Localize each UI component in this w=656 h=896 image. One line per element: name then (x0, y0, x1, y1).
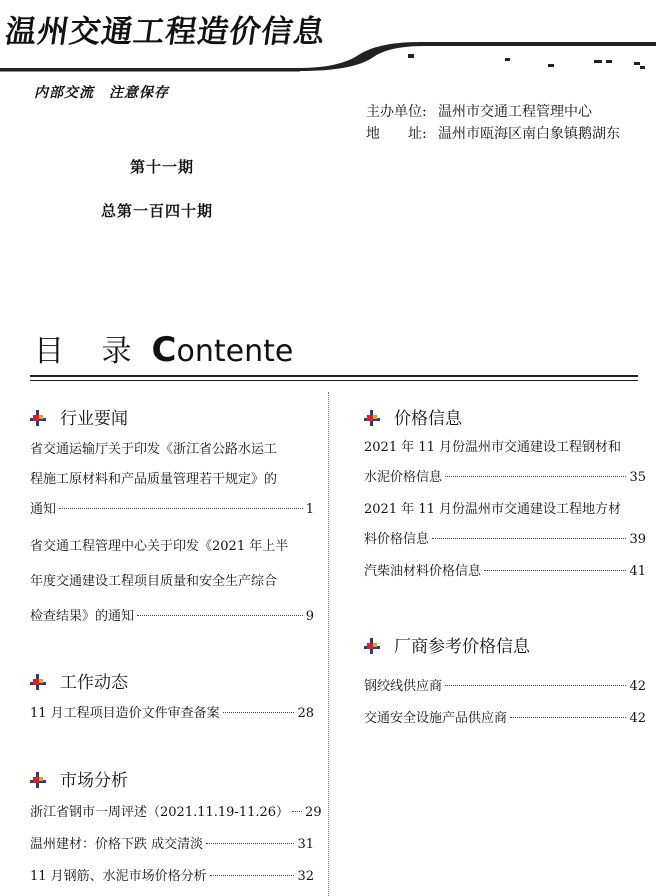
section-heading (30, 668, 314, 693)
toc-entry[interactable] (30, 797, 322, 829)
toc-entry-text: 温州建材：价格下跌 成交清淡 (30, 837, 204, 852)
section-title: 厂商参考价格信息 (394, 637, 530, 657)
section-title: 行业要闻 (60, 409, 128, 429)
contents-heading-en (151, 330, 294, 370)
toc-entry-text: 钢绞线供应商 (364, 679, 443, 694)
toc-leader (510, 717, 626, 718)
sponsor-org-row (366, 101, 620, 123)
toc-page-number: 28 (297, 706, 314, 721)
sponsor-address-value: 温州市瓯海区南白象镇鹅湖东 (438, 126, 620, 142)
toc-entry[interactable] (364, 433, 646, 493)
toc-entry-text: 交通安全设施产品供应商 (364, 711, 508, 726)
cross-marker-icon (364, 638, 380, 654)
masthead-title: 温州交通工程造价信息 (2, 14, 329, 50)
toc-entry[interactable] (30, 435, 314, 525)
toc-entry-text: 通知 (30, 502, 57, 517)
section-heading (30, 766, 314, 791)
section-heading (364, 404, 646, 429)
toc-entry-line: 年度交通建设工程项目质量和安全生产综合 (30, 574, 278, 589)
toc-entry[interactable] (30, 699, 314, 729)
toc-entry-line: 2021 年 11 月份温州市交通建设工程钢材和 (364, 440, 622, 455)
toc-section (30, 404, 314, 634)
section-title: 市场分析 (60, 771, 128, 791)
toc-entry[interactable] (30, 861, 314, 893)
cross-marker-icon (30, 772, 46, 788)
toc-entry[interactable] (30, 529, 314, 634)
sponsor-address-row (366, 123, 620, 145)
toc-page-number: 39 (629, 532, 646, 547)
cross-marker-icon (364, 410, 380, 426)
issue-total-number: 总第一百四十期 (101, 202, 214, 220)
sponsor-org-label: 主办单位: (366, 104, 427, 120)
toc-leader (137, 615, 303, 616)
notice-text: 内部交流 注意保存 (34, 85, 169, 101)
toc-section (30, 766, 322, 893)
toc-entry-text: 水泥价格信息 (364, 470, 443, 485)
toc-page-number: 41 (629, 564, 646, 579)
toc-entry-text: 汽柴油材料价格信息 (364, 564, 482, 579)
toc-entry-line: 省交通运输厅关于印发《浙江省公路水运工 (30, 442, 278, 457)
left-column (30, 404, 322, 884)
section-title: 工作动态 (60, 673, 128, 693)
section-heading (30, 404, 314, 429)
sponsor-address-label: 地 址: (366, 126, 427, 142)
toc-entry-text: 浙江省钢市一周评述（2021.11.19-11.26） (30, 805, 290, 820)
toc-entry-text: 料价格信息 (364, 532, 430, 547)
toc-leader (432, 538, 626, 539)
contents-rule-thin (30, 380, 638, 381)
toc-section (30, 668, 314, 729)
toc-section (364, 404, 646, 587)
toc-section (364, 632, 646, 735)
contents-rule-thick (30, 375, 638, 377)
toc-leader (292, 811, 302, 812)
section-title: 价格信息 (394, 409, 462, 429)
toc-leader (59, 508, 303, 509)
toc-page-number: 29 (305, 805, 322, 820)
toc-page-number: 35 (629, 470, 646, 485)
column-divider (328, 392, 329, 896)
right-column (364, 404, 646, 726)
cross-marker-icon (30, 674, 46, 690)
sponsor-org-value: 温州市交通工程管理中心 (438, 104, 592, 120)
toc-leader (445, 476, 626, 477)
toc-entry-text: 11 月工程项目造价文件审查备案 (30, 706, 220, 721)
sponsor-info (366, 101, 620, 145)
toc-entry[interactable] (364, 495, 646, 555)
toc-entry[interactable] (364, 557, 646, 587)
toc-page-number: 1 (305, 502, 314, 517)
toc-leader (445, 685, 626, 686)
toc-entry-text: 11 月钢筋、水泥市场价格分析 (30, 869, 207, 884)
toc-page-number: 32 (297, 869, 314, 884)
toc-entry-text: 检查结果》的通知 (30, 609, 135, 624)
contents-heading (34, 326, 293, 370)
toc-page-number: 42 (629, 679, 646, 694)
masthead-swoosh-decoration (0, 40, 656, 76)
toc-entry[interactable] (364, 671, 646, 703)
toc-entry-line: 程施工原材料和产品质量管理若干规定》的 (30, 472, 278, 487)
cross-marker-icon (30, 410, 46, 426)
contents-heading-en-rest: ontente (176, 334, 294, 369)
contents-heading-cn: 目 录 (34, 334, 146, 369)
toc-leader (223, 712, 295, 713)
contents-heading-en-initial: C (151, 330, 177, 370)
issue-number: 第十一期 (130, 158, 195, 176)
toc-leader (210, 875, 295, 876)
toc-leader (484, 570, 626, 571)
toc-page-number: 42 (629, 711, 646, 726)
toc-entry[interactable] (364, 703, 646, 735)
toc-leader (206, 843, 294, 844)
section-heading (364, 632, 646, 657)
toc-entry[interactable] (30, 829, 314, 861)
toc-entry-line: 2021 年 11 月份温州市交通建设工程地方材 (364, 502, 622, 517)
toc-page-number: 9 (305, 609, 314, 624)
toc-page-number: 31 (297, 837, 314, 852)
toc-entry-line: 省交通工程管理中心关于印发《2021 年上半 (30, 539, 289, 554)
